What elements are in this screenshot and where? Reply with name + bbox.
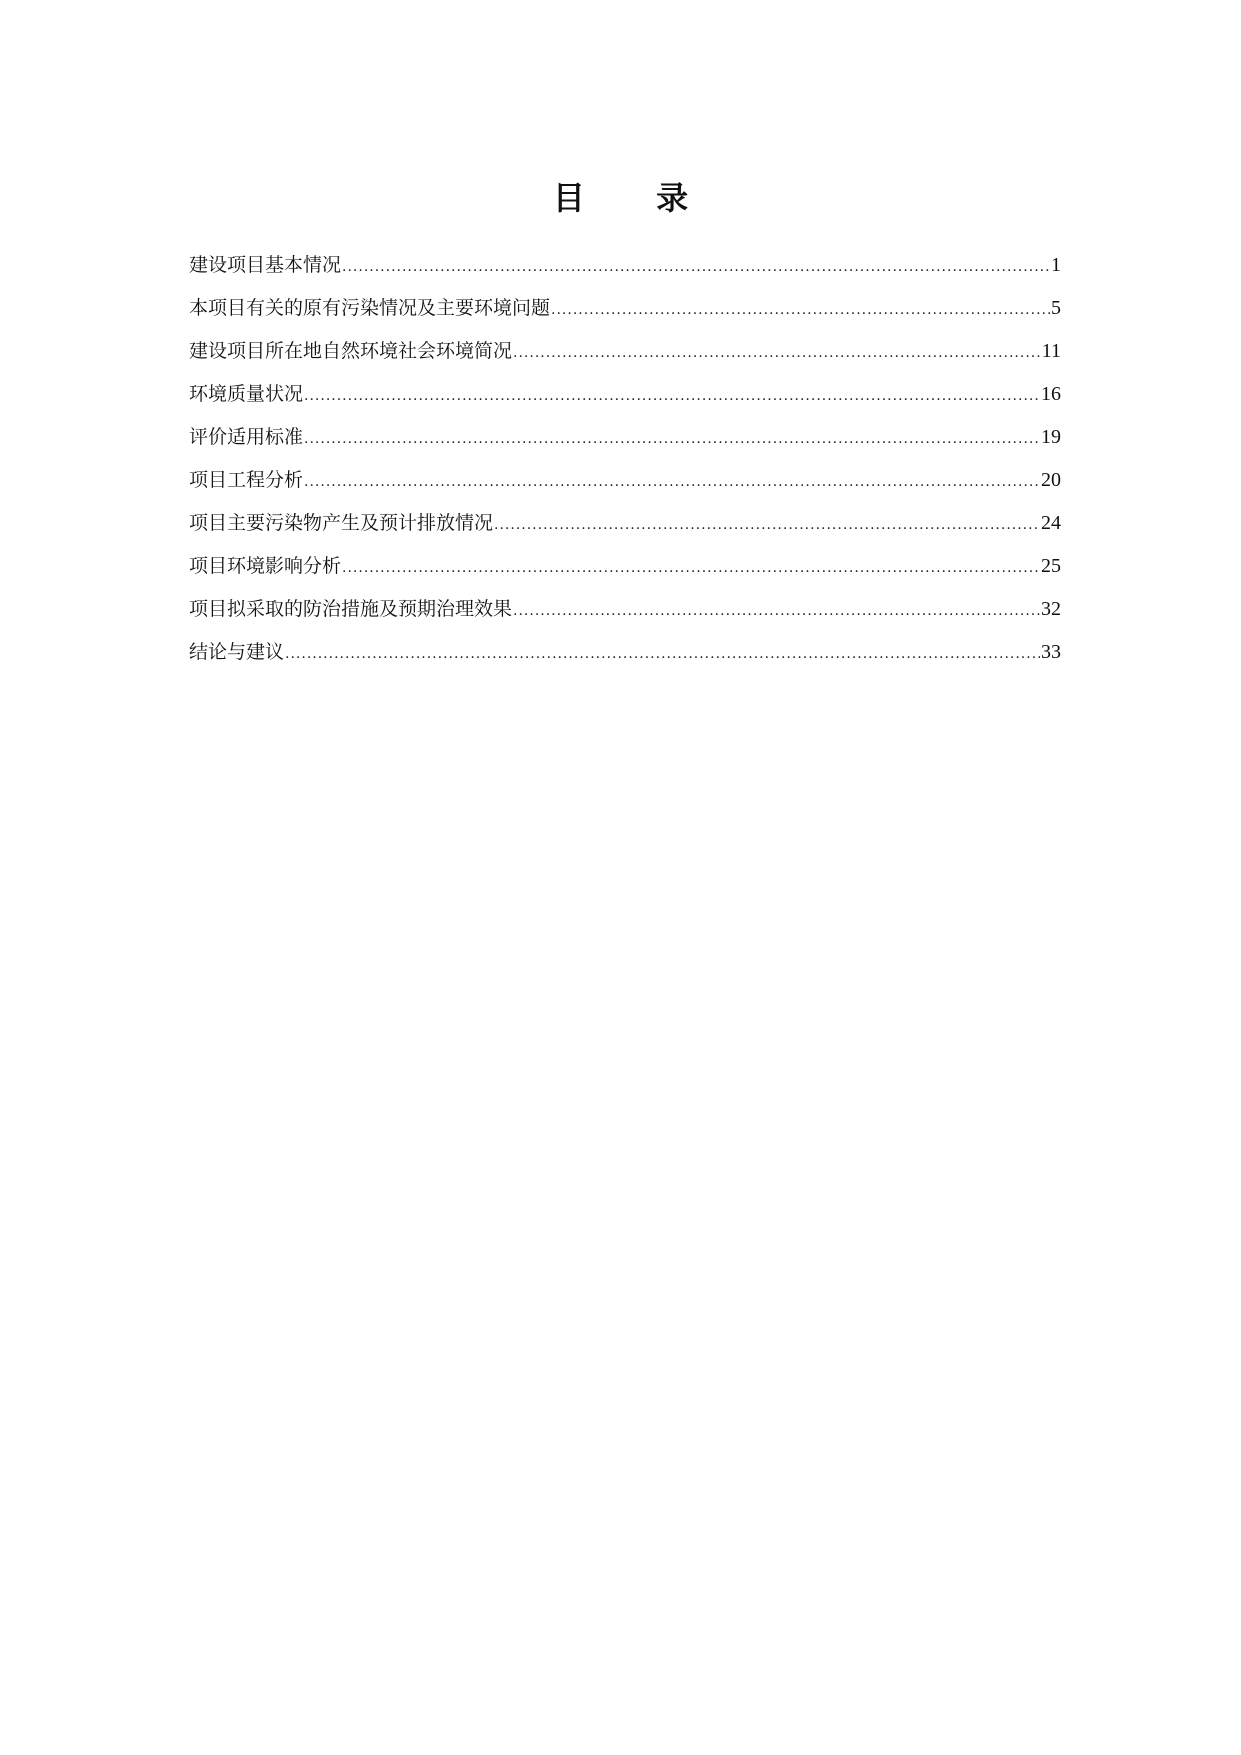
toc-entry[interactable] [189, 551, 1061, 594]
toc-entry-page: 25 [1041, 555, 1061, 577]
toc-dot-leader [342, 252, 1050, 282]
toc-title: 目 录 [552, 179, 719, 217]
toc-dot-leader [304, 424, 1040, 454]
toc-entry-page: 32 [1041, 598, 1061, 620]
toc-entry[interactable] [189, 594, 1061, 637]
toc-entry-label: 结论与建议 [189, 641, 285, 663]
toc-entry[interactable] [189, 379, 1061, 422]
toc-entry[interactable] [189, 336, 1061, 379]
toc-entry-label: 项目主要污染物产生及预计排放情况 [189, 512, 494, 534]
toc-entry[interactable] [189, 637, 1061, 680]
toc-entry-page: 33 [1041, 641, 1061, 663]
toc-entry-page: 20 [1041, 469, 1061, 491]
toc-entry-label: 环境质量状况 [189, 383, 304, 405]
toc-entry[interactable] [189, 422, 1061, 465]
toc-entry[interactable] [189, 465, 1061, 508]
toc-entry-label: 项目工程分析 [189, 469, 304, 491]
table-of-contents [189, 250, 1061, 680]
toc-entry[interactable] [189, 508, 1061, 551]
toc-entry-label: 建设项目基本情况 [189, 254, 342, 276]
toc-entry-page: 11 [1041, 340, 1061, 362]
toc-dot-leader [513, 338, 1041, 368]
toc-entry-page: 24 [1041, 512, 1061, 534]
toc-entry-label: 本项目有关的原有污染情况及主要环境问题 [189, 297, 551, 319]
toc-entry-label: 项目拟采取的防治措施及预期治理效果 [189, 598, 513, 620]
toc-dot-leader [551, 295, 1050, 325]
toc-entry-label: 建设项目所在地自然环境社会环境简况 [189, 340, 513, 362]
toc-entry-label: 评价适用标准 [189, 426, 304, 448]
toc-dot-leader [304, 381, 1040, 411]
toc-dot-leader [513, 596, 1040, 626]
toc-entry-label: 项目环境影响分析 [189, 555, 342, 577]
toc-dot-leader [494, 510, 1040, 540]
toc-entry[interactable] [189, 250, 1061, 293]
toc-entry-page: 19 [1041, 426, 1061, 448]
toc-entry-page: 5 [1051, 297, 1061, 319]
toc-entry[interactable] [189, 293, 1061, 336]
toc-dot-leader [342, 553, 1040, 583]
toc-entry-page: 1 [1051, 254, 1061, 276]
toc-dot-leader [285, 639, 1040, 669]
toc-dot-leader [304, 467, 1040, 497]
toc-entry-page: 16 [1041, 383, 1061, 405]
